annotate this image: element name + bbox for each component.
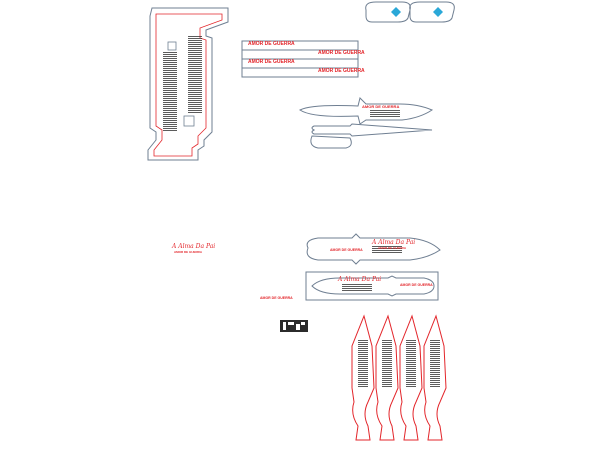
vertical-knife-2 bbox=[376, 316, 398, 440]
pistol-grip-panel bbox=[148, 8, 228, 160]
bowie-handle-outline bbox=[312, 124, 432, 136]
grip-hatch-right bbox=[188, 36, 202, 114]
diamond-icon bbox=[433, 7, 443, 17]
grip-slot-top bbox=[168, 42, 176, 50]
strip-label-4: AMOR DE GUERRA bbox=[318, 68, 365, 74]
standalone-small-text: AMOR DE GUERRA bbox=[260, 296, 293, 300]
strip-label-1: AMOR DE GUERRA bbox=[248, 41, 295, 47]
strip-label-3: AMOR DE GUERRA bbox=[248, 59, 295, 65]
engraved-logo-icon bbox=[280, 320, 308, 332]
vertical-knives bbox=[352, 316, 446, 440]
knife-a-small-text: AMOR DE GUERRA bbox=[330, 248, 363, 252]
bowie-guard bbox=[311, 136, 351, 148]
bowie-blade-label: AMOR DE GUERRA bbox=[362, 104, 400, 109]
diamond-icon bbox=[391, 7, 401, 17]
bowie-blade-outline bbox=[300, 98, 432, 124]
knife-a-sub-text: AMOR DE GUERRA bbox=[378, 246, 407, 250]
knife-a-script-text: A Alma Da Pai bbox=[372, 239, 416, 246]
knife-b-small-text: AMOR DE GUERRA bbox=[400, 283, 433, 287]
badge-right bbox=[410, 2, 455, 22]
bowie-blade-hatch bbox=[370, 110, 400, 118]
knife-b-script-text: A Alma Da Pai bbox=[338, 276, 382, 283]
vertical-knife-4 bbox=[424, 316, 446, 440]
standalone-sub-text: AMOR DE GUERRA bbox=[174, 250, 203, 254]
vertical-knife-3 bbox=[400, 316, 422, 440]
standalone-script-text: A Alma Da Pai bbox=[172, 243, 216, 250]
vertical-knife-1 bbox=[352, 316, 374, 440]
badge-left bbox=[366, 2, 411, 22]
grip-slot-bottom bbox=[184, 116, 194, 126]
strip-label-2: AMOR DE GUERRA bbox=[318, 50, 365, 56]
knife-b-hatch bbox=[342, 284, 372, 292]
grip-hatch-left bbox=[163, 52, 177, 132]
